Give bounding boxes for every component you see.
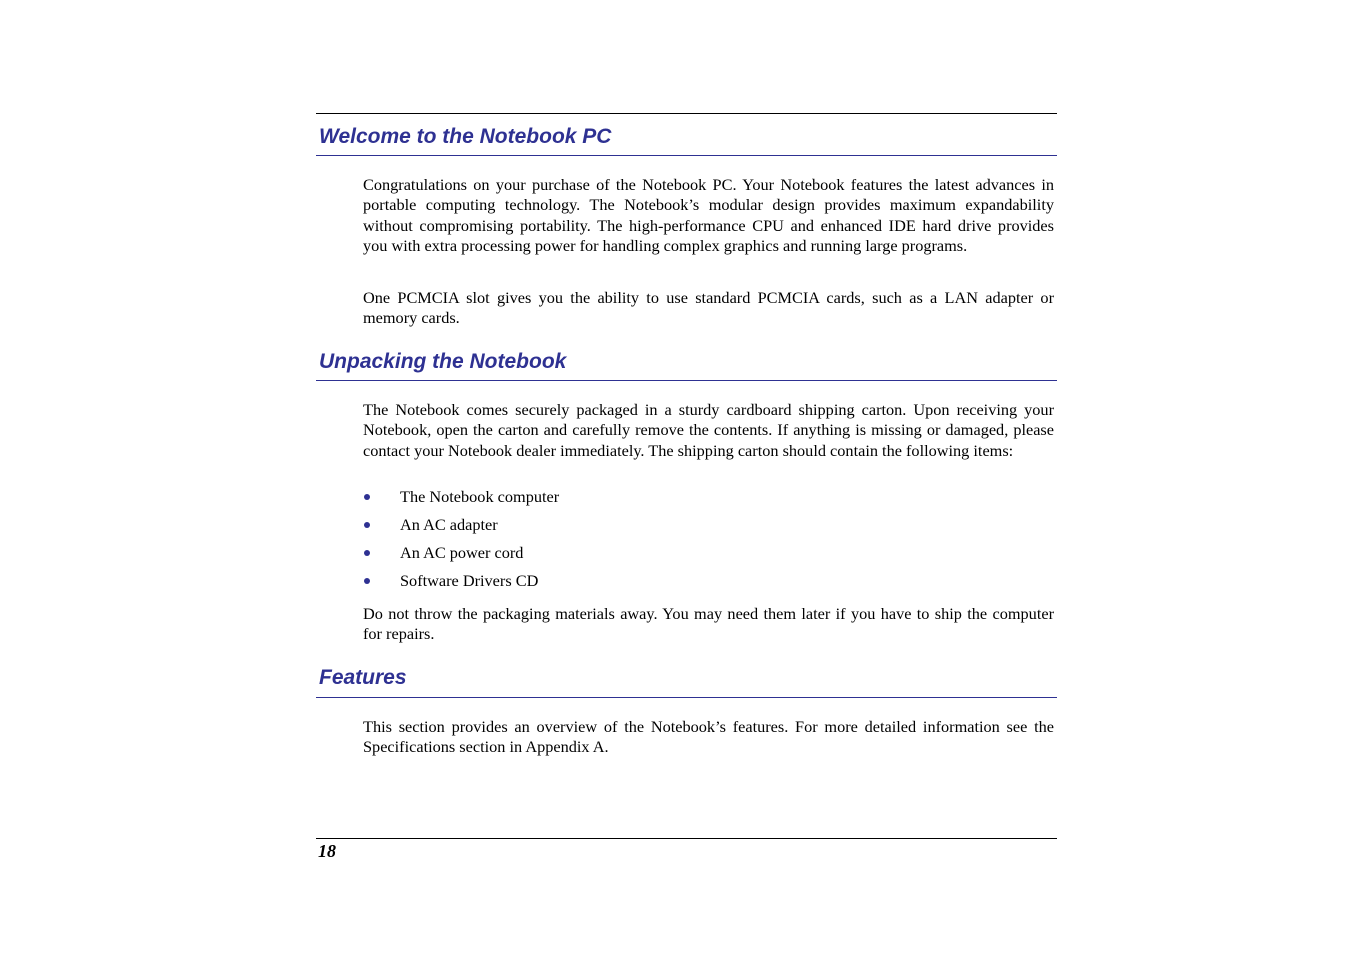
heading-underline-unpacking bbox=[316, 380, 1057, 381]
list-item bbox=[363, 571, 1054, 599]
unpacking-paragraph-1: The Notebook comes securely packaged in a sturdy cardboard shipping carton. Upon receiving your Notebook, open the carton and carefully remove the contents. If anything is missing or damaged, please contact your Notebook dealer immediately. The shipping carton should contain the following items: bbox=[363, 400, 1054, 460]
bullet-icon bbox=[364, 522, 370, 528]
list-item-text: The Notebook computer bbox=[400, 487, 560, 506]
list-item bbox=[363, 543, 1054, 571]
unpacking-paragraph-2: Do not throw the packaging materials away. You may need them later if you have to ship the computer for repairs. bbox=[363, 604, 1054, 644]
page-number: 18 bbox=[318, 841, 336, 861]
footer-rule bbox=[316, 838, 1057, 839]
heading-underline-welcome bbox=[316, 155, 1057, 156]
heading-underline-features bbox=[316, 697, 1057, 698]
section-heading-welcome: Welcome to the Notebook PC bbox=[319, 125, 612, 148]
section-heading-unpacking: Unpacking the Notebook bbox=[319, 350, 567, 373]
bullet-icon bbox=[364, 578, 370, 584]
welcome-paragraph-1: Congratulations on your purchase of the Notebook PC. Your Notebook features the latest advances in portable computing technology. The Notebook’s modular design provides maximum expandability without compromising portability. The high-performance CPU and enhanced IDE hard drive provides you with extra processing power for handling complex graphics and running large programs. bbox=[363, 175, 1054, 255]
features-paragraph-1: This section provides an overview of the Notebook’s features. For more detailed information see the Specifications section in Appendix A. bbox=[363, 717, 1054, 757]
contents-list bbox=[363, 487, 1054, 599]
list-item bbox=[363, 487, 1054, 515]
list-item-text: Software Drivers CD bbox=[400, 571, 539, 590]
bullet-icon bbox=[364, 550, 370, 556]
top-rule bbox=[316, 113, 1057, 114]
welcome-paragraph-2: One PCMCIA slot gives you the ability to use standard PCMCIA cards, such as a LAN adapter or memory cards. bbox=[363, 288, 1054, 328]
list-item-text: An AC power cord bbox=[400, 543, 524, 562]
list-item bbox=[363, 515, 1054, 543]
bullet-icon bbox=[364, 494, 370, 500]
section-heading-features: Features bbox=[319, 666, 407, 689]
list-item-text: An AC adapter bbox=[400, 515, 498, 534]
